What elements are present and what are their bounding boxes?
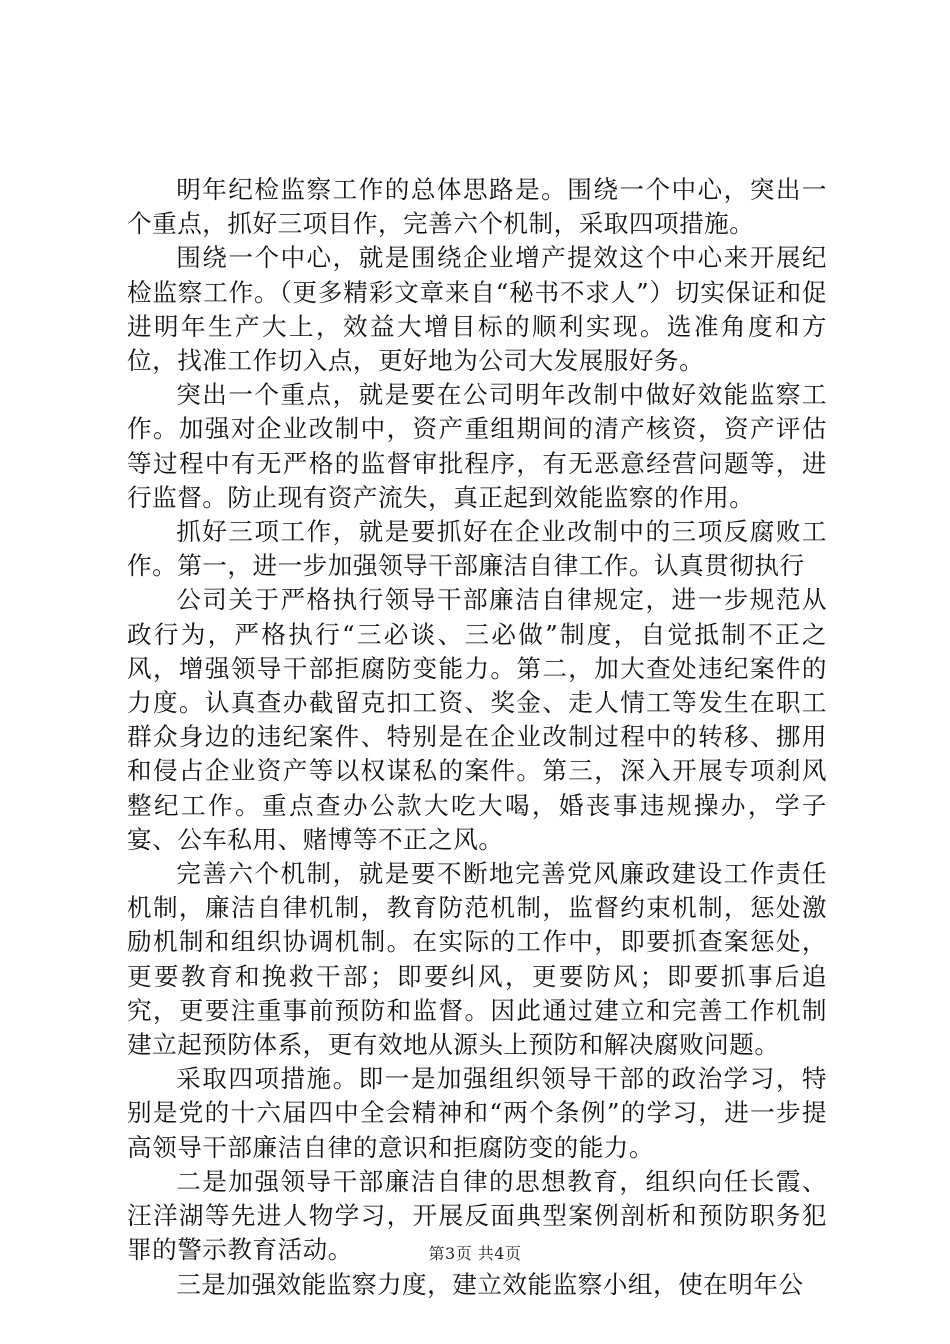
paragraph: 采取四项措施。即一是加强组织领导干部的政治学习，特别是党的十六届四中全会精神和“两个条例”的学习，进一步提高领导干部廉洁自律的意识和拒腐防变的能力。	[127, 1064, 827, 1162]
page-number-footer: 第3页 共4页	[428, 1244, 522, 1263]
paragraph: 抓好三项工作，就是要抓好在企业改制中的三项反腐败工作。第一，进一步加强领导干部廉洁自律工作。认真贯彻执行	[127, 517, 827, 581]
paragraph: 二是加强领导干部廉洁自律的思想教育，组织向任长霞、汪洋湖等先进人物学习，开展反面典型案例剖析和预防职务犯罪的警示教育活动。	[127, 1166, 827, 1265]
paragraph: 明年纪检监察工作的总体思路是。围绕一个中心，突出一个重点，抓好三项目作，完善六个机制，采取四项措施。	[127, 175, 827, 239]
paragraph: 围绕一个中心，就是围绕企业增产提效这个中心来开展纪检监察工作。（更多精彩文章来自“秘书不求人”）切实保证和促进明年生产大上，效益大增目标的顺利实现。选准角度和方位，找准工作切入点，更好地为公司大发展服好务。	[127, 243, 827, 376]
paragraph: 完善六个机制，就是要不断地完善党风廉政建设工作责任机制，廉洁自律机制，教育防范机制，监督约束机制，惩处激励机制和组织协调机制。在实际的工作中，即要抓查案惩处，更要教育和挽救干部；即要纠风，更要防风；即要抓事后追究，更要注重事前预防和监督。因此通过建立和完善工作机制建立起预防体系，更有效地从源头上预防和解决腐败问题。	[127, 859, 827, 1060]
paragraph: 公司关于严格执行领导干部廉洁自律规定，进一步规范从政行为，严格执行“三必谈、三必做”制度，自觉抵制不正之风，增强领导干部拒腐防变能力。第二，加大查处违纪案件的力度。认真查办截留克扣工资、奖金、走人情工等发生在职工群众身边的违纪案件、特别是在企业改制过程中的转移、挪用和侵占企业资产等以权谋私的案件。第三，深入开展专项刹风整纪工作。重点查办公款大吃大喝，婚丧事违规操办，学子宴、公车私用、赌博等不正之风。	[127, 585, 827, 854]
document-body	[127, 173, 827, 1302]
paragraph: 三是加强效能监察力度，建立效能监察小组，使在明年公	[176, 1269, 804, 1299]
paragraph: 突出一个重点，就是要在公司明年改制中做好效能监察工作。加强对企业改制中，资产重组期间的清产核资，资产评估等过程中有无严格的监督审批程序，有无恶意经营问题等，进行监督。防止现有资产流失，真正起到效能监察的作用。	[127, 380, 827, 512]
